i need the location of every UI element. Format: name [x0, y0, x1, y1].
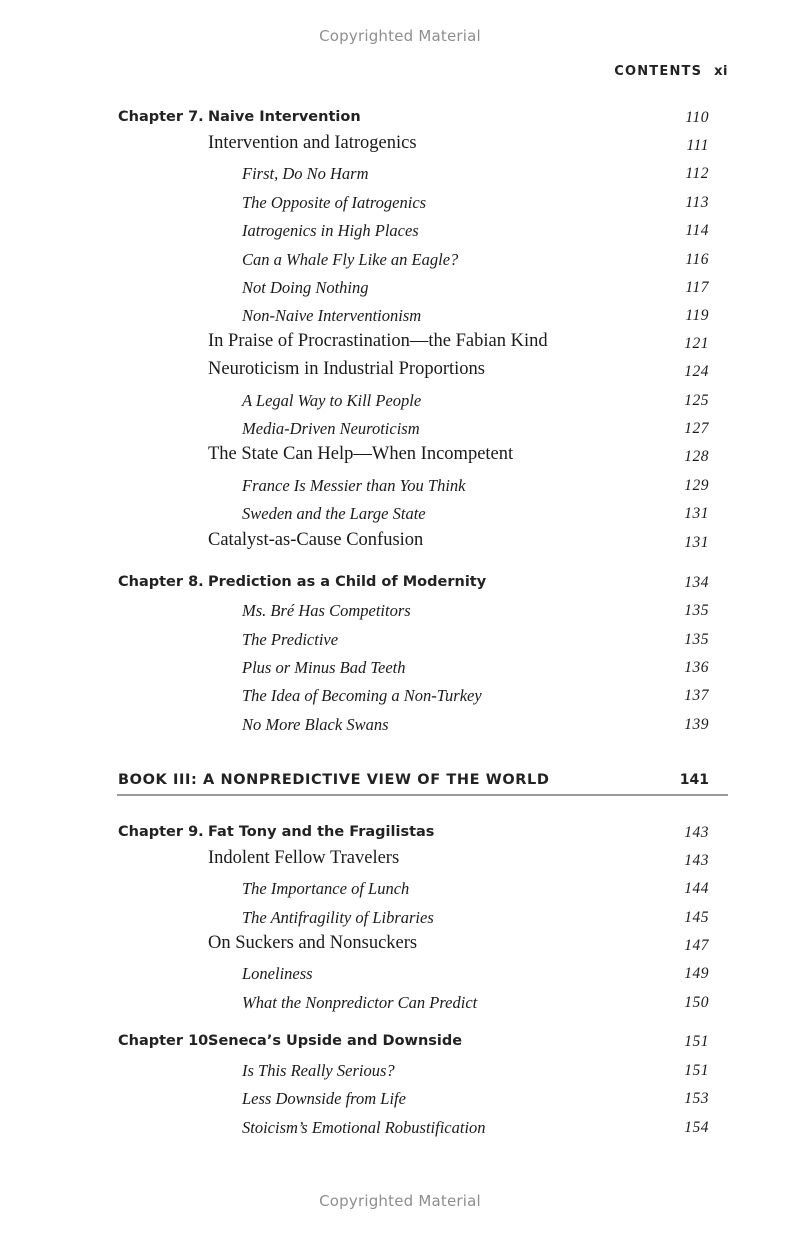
subsection-title: No More Black Swans [242, 715, 389, 734]
subsection-title: Sweden and the Large State [242, 504, 426, 523]
toc-section [0, 330, 800, 358]
toc-section [0, 443, 800, 471]
toc-chapter-7 [0, 104, 800, 132]
toc-subsection [0, 626, 800, 654]
watermark-bottom: Copyrighted Material [319, 1192, 481, 1210]
book-title: BOOK III: A NONPREDICTIVE VIEW OF THE WORLD [118, 772, 550, 788]
toc-chapter-8 [0, 569, 800, 597]
toc-subsection [0, 160, 800, 188]
chapter-label: Chapter 8. [118, 574, 204, 590]
toc-subsection [0, 189, 800, 217]
subsection-title: Non-Naive Interventionism [242, 306, 422, 325]
section-title: Neuroticism in Industrial Proportions [208, 359, 485, 379]
toc-subsection [0, 246, 800, 274]
subsection-title: The Idea of Becoming a Non-Turkey [242, 686, 482, 705]
page-number: 117 [685, 279, 709, 296]
section-title: Indolent Fellow Travelers [208, 848, 400, 868]
toc-subsection [0, 500, 800, 528]
toc-subsection [0, 302, 800, 330]
page-number: 153 [684, 1090, 709, 1107]
chapter-title: Fat Tony and the Fragilistas [208, 824, 435, 840]
toc-subsection [0, 960, 800, 988]
chapter-label: Chapter 10. [118, 1033, 214, 1049]
page-number: 112 [685, 165, 709, 182]
page-number: 145 [684, 909, 709, 926]
toc-subsection [0, 472, 800, 500]
page-number: 149 [684, 965, 709, 982]
toc-section [0, 932, 800, 960]
subsection-title: The Predictive [242, 630, 339, 649]
subsection-title: First, Do No Harm [242, 164, 369, 183]
toc-subsection [0, 597, 800, 625]
section-title: On Suckers and Nonsuckers [208, 933, 418, 953]
page-number: 141 [679, 772, 709, 788]
subsection-title: Less Downside from Life [242, 1089, 406, 1108]
watermark-top: Copyrighted Material [319, 27, 481, 45]
toc-subsection [0, 711, 800, 739]
toc-subsection [0, 387, 800, 415]
page-number: 113 [685, 194, 709, 211]
toc-chapter-9 [0, 819, 800, 847]
page-number: 139 [684, 716, 709, 733]
subsection-title: The Antifragility of Libraries [242, 908, 434, 927]
chapter-title: Seneca’s Upside and Downside [208, 1033, 463, 1049]
subsection-title: Stoicism’s Emotional Robustification [242, 1118, 486, 1137]
toc-book-heading [0, 767, 800, 795]
subsection-title: Is This Really Serious? [242, 1061, 395, 1080]
page-number: 144 [684, 880, 709, 897]
page-number: 114 [685, 222, 709, 239]
section-title: Intervention and Iatrogenics [208, 133, 417, 153]
toc-subsection [0, 904, 800, 932]
page-number: 121 [684, 335, 709, 352]
toc-subsection [0, 682, 800, 710]
page-number: 135 [684, 602, 709, 619]
toc-subsection [0, 654, 800, 682]
page-number: 151 [684, 1062, 709, 1079]
toc-subsection [0, 1057, 800, 1085]
chapter-label: Chapter 9. [118, 824, 204, 840]
toc-section [0, 358, 800, 386]
toc-section [0, 529, 800, 557]
page-number: 116 [685, 251, 709, 268]
running-head [614, 64, 728, 79]
page-number: 124 [684, 363, 709, 380]
page-number: 135 [684, 631, 709, 648]
page-number: 128 [684, 448, 709, 465]
page-number: 119 [685, 307, 709, 324]
page-number: 131 [684, 534, 709, 551]
page-number: 134 [684, 574, 709, 591]
page-number: 151 [684, 1033, 709, 1050]
page-number: 125 [684, 392, 709, 409]
section-title: In Praise of Procrastination—the Fabian Kind [208, 331, 548, 351]
toc-subsection [0, 274, 800, 302]
page-number: 110 [685, 109, 709, 126]
subsection-title: A Legal Way to Kill People [242, 391, 422, 410]
chapter-title: Naive Intervention [208, 109, 361, 125]
running-head-page-number: xi [714, 64, 728, 79]
toc-subsection [0, 415, 800, 443]
toc-section [0, 847, 800, 875]
running-head-label: CONTENTS [614, 64, 703, 79]
page-number: 143 [684, 852, 709, 869]
page-number: 150 [684, 994, 709, 1011]
toc-subsection [0, 989, 800, 1017]
section-title: Catalyst-as-Cause Confusion [208, 530, 424, 550]
subsection-title: Media-Driven Neuroticism [242, 419, 420, 438]
toc-section [0, 132, 800, 160]
page-number: 154 [684, 1119, 709, 1136]
subsection-title: The Importance of Lunch [242, 879, 410, 898]
subsection-title: Not Doing Nothing [242, 278, 369, 297]
page-number: 143 [684, 824, 709, 841]
subsection-title: France Is Messier than You Think [242, 476, 466, 495]
page-number: 131 [684, 505, 709, 522]
chapter-title: Prediction as a Child of Modernity [208, 574, 487, 590]
chapter-label: Chapter 7. [118, 109, 204, 125]
subsection-title: Plus or Minus Bad Teeth [242, 658, 406, 677]
section-title: The State Can Help—When Incompetent [208, 444, 514, 464]
page-number: 147 [684, 937, 709, 954]
subsection-title: Loneliness [242, 964, 313, 983]
subsection-title: The Opposite of Iatrogenics [242, 193, 427, 212]
subsection-title: Ms. Bré Has Competitors [242, 601, 411, 620]
toc-subsection [0, 875, 800, 903]
subsection-title: What the Nonpredictor Can Predict [242, 993, 478, 1012]
subsection-title: Iatrogenics in High Places [242, 221, 419, 240]
toc-chapter-10 [0, 1028, 800, 1056]
book-divider-rule [117, 794, 728, 796]
page-number: 127 [684, 420, 709, 437]
toc-subsection [0, 217, 800, 245]
page-number: 136 [684, 659, 709, 676]
subsection-title: Can a Whale Fly Like an Eagle? [242, 250, 459, 269]
page-number: 129 [684, 477, 709, 494]
page-number: 137 [684, 687, 709, 704]
page-number: 111 [686, 137, 709, 154]
toc-subsection [0, 1114, 800, 1142]
toc-subsection [0, 1085, 800, 1113]
